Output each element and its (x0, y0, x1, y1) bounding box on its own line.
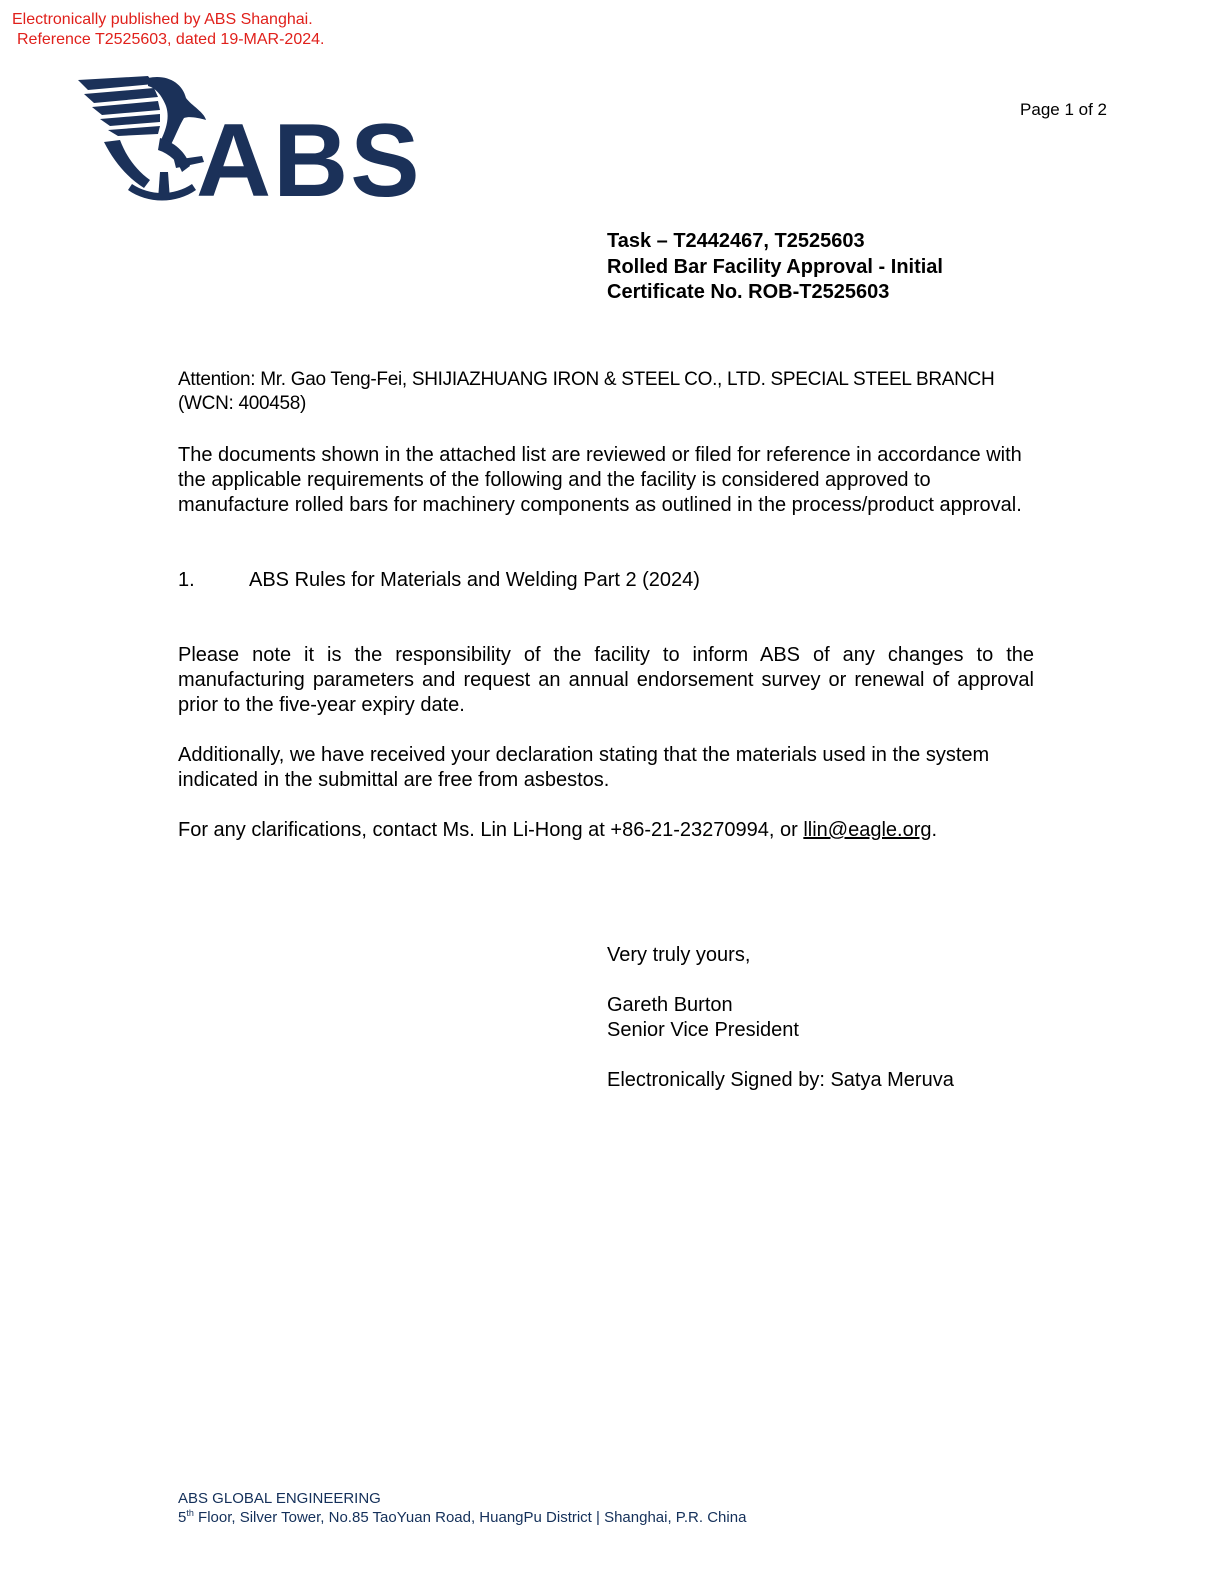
approval-type: Rolled Bar Facility Approval - Initial (607, 255, 943, 278)
asbestos-paragraph: Additionally, we have received your declaration stating that the materials used in the system indicated in the submittal are free from asbestos. (178, 744, 990, 791)
publication-stamp (12, 10, 324, 50)
footer-address (178, 1508, 746, 1527)
attention-block (178, 368, 1034, 416)
abs-logo (74, 72, 420, 204)
page-number: Page 1 of 2 (1020, 100, 1107, 119)
contact-email-link[interactable]: llin@eagle.org (803, 819, 932, 841)
address-ordinal-suffix: th (186, 1508, 194, 1518)
address-floor-number: 5 (178, 1509, 187, 1526)
approval-paragraph: The documents shown in the attached list are reviewed or filed for reference in accordance with the applicable requirements of the following and the facility is considered approved to manufacture rolled bars for machinery components as outlined in the process/product approval. (178, 444, 1022, 516)
attention-line-2: (WCN: 400458) (178, 393, 307, 414)
stamp-line-2: Reference T2525603, dated 19-MAR-2024. (17, 31, 325, 48)
rule-text: ABS Rules for Materials and Welding Part 2 (2024) (249, 569, 700, 591)
contact-paragraph (178, 818, 1034, 843)
contact-suffix: . (931, 819, 938, 841)
footer-org: ABS GLOBAL ENGINEERING (178, 1490, 381, 1507)
signer-title: Senior Vice President (607, 1019, 799, 1041)
rule-number: 1. (178, 569, 195, 591)
stamp-line-1: Electronically published by ABS Shanghai. (12, 11, 313, 28)
signer-name: Gareth Burton (607, 994, 733, 1016)
task-numbers: Task – T2442467, T2525603 (607, 230, 865, 252)
responsibility-paragraph: Please note it is the responsibility of the facility to inform ABS of any changes to the manufacturing parameters and request an annual endorsement survey or renewal of approval prior to the five-year expiry date. (178, 644, 1034, 716)
attention-line-1: Attention: Mr. Gao Teng-Fei, SHIJIAZHUANG IRON & STEEL CO., LTD. SPECIAL STEEL BRANCH (178, 369, 995, 390)
eagle-icon (74, 72, 420, 204)
certificate-number: Certificate No. ROB-T2525603 (607, 281, 890, 303)
closing: Very truly yours, (607, 944, 751, 966)
task-heading (607, 229, 943, 306)
rules-list-item (178, 568, 1034, 593)
signature-block (607, 943, 954, 1093)
address-text: Floor, Silver Tower, No.85 TaoYuan Road, HuangPu District | Shanghai, P.R. China (193, 1509, 747, 1526)
contact-text: For any clarifications, contact Ms. Lin Li-Hong at +86-21-23270994, or (178, 819, 804, 841)
logo-text: ABS (196, 103, 420, 204)
electronic-signature: Electronically Signed by: Satya Meruva (607, 1069, 954, 1091)
footer (178, 1489, 746, 1527)
